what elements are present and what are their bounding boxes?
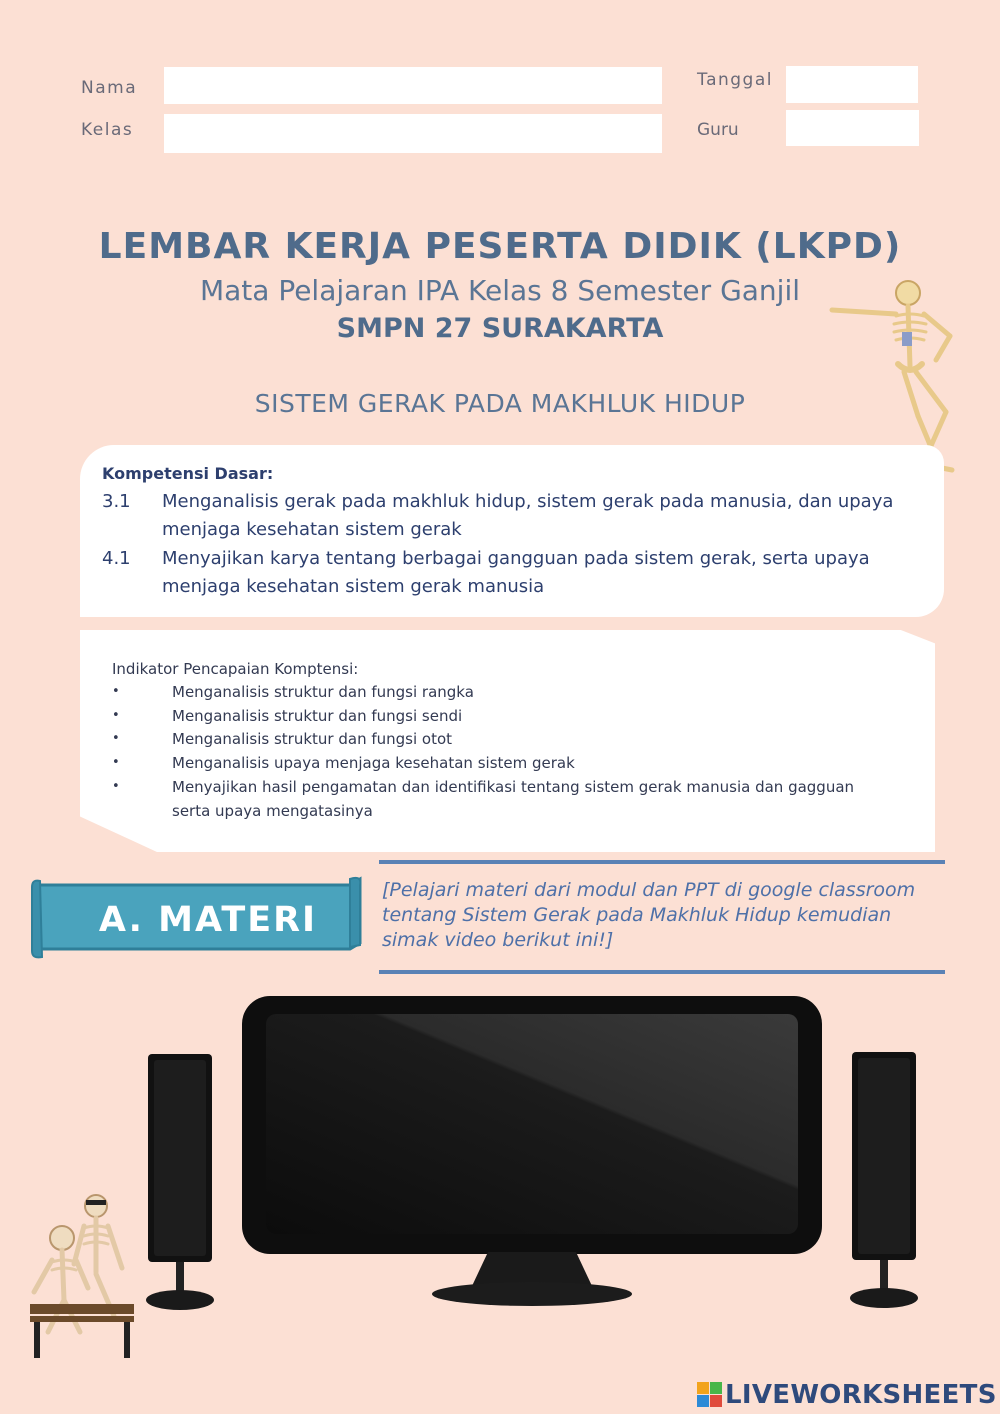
bullet: • [112, 755, 120, 770]
indikator-heading: Indikator Pencapaian Komptensi: [112, 660, 359, 678]
logo-badge-icon [697, 1382, 723, 1408]
school-name: SMPN 27 SURAKARTA [336, 313, 664, 344]
kelas-label: Kelas [81, 120, 134, 140]
indikator-item: Menganalisis upaya menjaga kesehatan sistem gerak [172, 754, 575, 772]
bullet: • [112, 731, 120, 746]
speaker-icon [142, 1052, 218, 1314]
indikator-item: Menyajikan hasil pengamatan dan identifikasi tentang sistem gerak manusia dan gagguan serta upaya mengatasinya [172, 778, 855, 820]
page-subtitle: Mata Pelajaran IPA Kelas 8 Semester Ganjil [199, 274, 801, 307]
kelas-field[interactable] [164, 114, 662, 153]
page-title: LEMBAR KERJA PESERTA DIDIK (LKPD) [98, 226, 902, 267]
kompetensi-text: Menganalisis gerak pada makhluk hidup, sistem gerak pada manusia, dan upaya menjaga kesehatan sistem gerak [162, 491, 894, 540]
skeletons-bench-icon [22, 1192, 142, 1360]
bullet: • [112, 779, 120, 794]
bullet: • [112, 684, 120, 699]
guru-label: Guru [697, 120, 739, 140]
tanggal-label: Tanggal [697, 70, 773, 90]
materi-banner [28, 873, 364, 963]
divider-bottom [379, 970, 945, 974]
bullet: • [112, 708, 120, 723]
tanggal-field[interactable] [786, 66, 918, 103]
speaker-icon [846, 1050, 922, 1312]
topic-title: SISTEM GERAK PADA MAKHLUK HIDUP [254, 389, 746, 418]
kompetensi-number: 4.1 [102, 548, 131, 569]
logo-text: LIVEWORKSHEETS [725, 1380, 997, 1410]
materi-banner-label: A. MATERI [98, 900, 318, 940]
divider-top [379, 860, 945, 864]
monitor-icon[interactable] [240, 994, 824, 1310]
nama-field[interactable] [164, 67, 662, 104]
indikator-item: Menganalisis struktur dan fungsi sendi [172, 707, 463, 725]
liveworksheets-logo[interactable] [697, 1379, 997, 1411]
guru-field[interactable] [786, 110, 919, 146]
nama-label: Nama [81, 78, 138, 98]
materi-instruction: [Pelajari materi dari modul dan PPT di google classroom tentang Sistem Gerak pada Makhluk Hidup kemudian simak video berikut ini!] [382, 879, 916, 951]
indikator-item: Menganalisis struktur dan fungsi rangka [172, 683, 474, 701]
kompetensi-text: Menyajikan karya tentang berbagai gangguan pada sistem gerak, serta upaya menjaga kesehatan sistem gerak manusia [162, 548, 870, 597]
kompetensi-heading: Kompetensi Dasar: [102, 464, 274, 483]
kompetensi-number: 3.1 [102, 491, 131, 512]
indikator-item: Menganalisis struktur dan fungsi otot [172, 730, 453, 748]
